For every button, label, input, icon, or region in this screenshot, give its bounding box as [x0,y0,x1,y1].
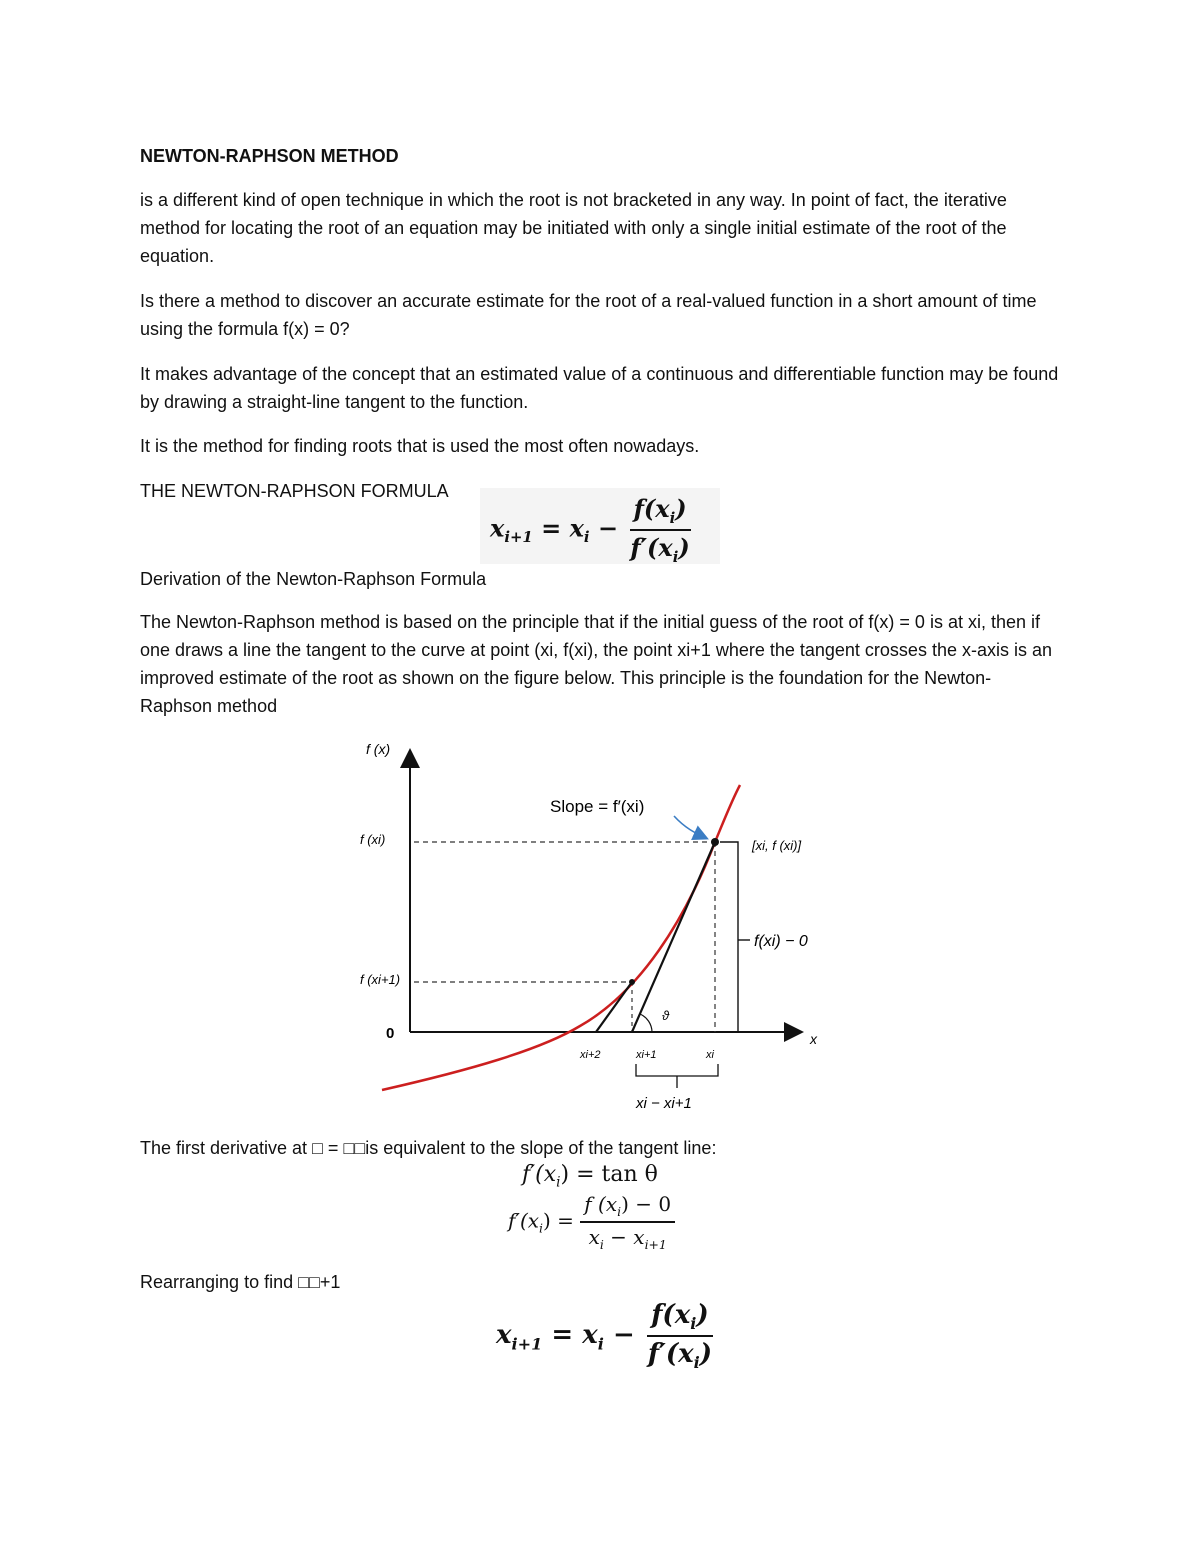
fxi-bracket [720,842,738,1032]
concept-paragraph: It makes advantage of the concept that an estimated value of a continuous and differentiable function may be found by drawing a straight-line tangent to the function. [140,364,1059,412]
fxi-bracket-label: f(xi) − 0 [754,933,808,950]
first-derivative-text: The first derivative at □ = □□is equivalent to the slope of the tangent line: [140,1138,717,1158]
difference-label: xi − xi+1 [636,1095,692,1112]
tick-label-xi: xi [706,1049,714,1061]
difference-bracket [636,1064,718,1076]
point-xi1 [629,979,635,985]
function-curve [382,785,740,1090]
slope-equation: $f'(x_i)$ = $\frac{f (x_i) - 0}{x_i - x_{i+1}}$ [508,1192,675,1252]
page-title: NEWTON-RAPHSON METHOD [140,146,399,166]
slope-label: Slope = f′(xi) [550,797,645,816]
question-paragraph: Is there a method to discover an accurate estimate for the root of a real-valued function in a short amount of time using the formula f(x) = 0? [140,291,1037,339]
rearranging-text: Rearranging to find □□+1 [140,1272,341,1292]
theta-label: ϑ [662,1008,670,1023]
formula-label: THE NEWTON-RAPHSON FORMULA [140,481,449,501]
fxi1-label: f (xi+1) [360,972,401,987]
final-formula: $x_{i+1} = x_i$ − $\frac{f(x_i)}{f'(x_i)}$ [496,1300,713,1373]
tan-equation: $f'(x_i) = \tan \theta$ [522,1162,658,1191]
derivation-heading: Derivation of the Newton-Raphson Formula [140,569,487,589]
tick-label-xi2: xi+2 [580,1049,601,1061]
tangent-line-xi [632,842,715,1032]
tangent-line-xi1 [596,982,632,1032]
newton-raphson-formula: $x_{i+1} = x_i$ − $\frac{f(x_i)}{f'(x_i)}$ [490,494,690,566]
fxi-label: f (xi) [360,832,386,847]
y-axis-label: f (x) [366,741,391,757]
theta-arc [640,1014,652,1032]
point-xi [711,838,719,846]
newton-raphson-figure [340,730,840,1120]
derivation-paragraph: The Newton-Raphson method is based on the principle that if the initial guess of the root of f(x) = 0 is at xi, then if one draws a line the tangent to the curve at point (xi, f(xi), the point xi+1 where the tangent crosses the x-axis is an improved estimate of the root as shown on the figure below. This principle is the foundation for the Newton-Raphson method [140,612,1052,716]
slope-arrow [674,816,706,838]
usage-paragraph: It is the method for finding roots that is used the most often nowadays. [140,436,700,456]
tick-label-xi1: xi+1 [636,1049,657,1061]
intro-paragraph: is a different kind of open technique in which the root is not bracketed in any way. In point of fact, the iterative method for locating the root of an equation may be initiated with only a single initial estimate of the root of the equation. [140,190,1007,266]
origin-label: 0 [386,1025,395,1042]
x-axis-label: x [810,1031,817,1047]
point-label: [xi, f (xi)] [752,838,802,853]
